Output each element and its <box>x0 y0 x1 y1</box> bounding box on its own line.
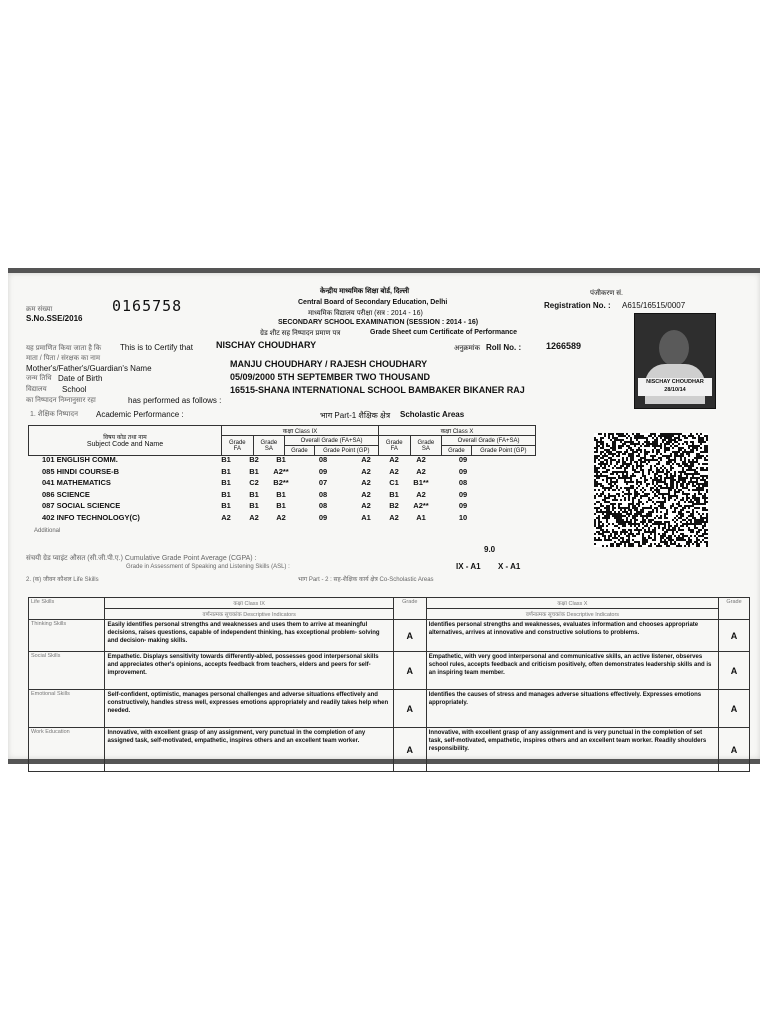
dob-label-hindi: जन्म तिथि <box>26 375 52 382</box>
subject-name: 086 SCIENCE <box>42 489 90 499</box>
serial-label: S.No.SSE/2016 <box>26 314 83 323</box>
coscholastic-row <box>29 620 750 652</box>
roll-number: 1266589 <box>546 341 582 351</box>
grade-cell-x-grade: A1 <box>416 512 426 522</box>
ix-fa-word: FA <box>233 445 241 452</box>
grade-cell-ix-gp: 07 <box>318 478 328 488</box>
ix-descriptor: Easily identifies personal strengths and weaknesses and uses them to arrive at meaningful decisions, raises questions, capable of independent thinking, has exceptional problem- solving and decision- making skills. <box>105 620 393 652</box>
board-name-hindi: केन्द्रीय माध्यमिक शिक्षा बोर्ड, दिल्ली <box>320 288 410 295</box>
grade-cell-x-grade: A2 <box>416 489 426 499</box>
subject-header: Subject Code and Name <box>86 441 164 448</box>
ix-grade: A <box>393 690 426 728</box>
skill-label: Emotional Skills <box>29 690 105 728</box>
grade-cell-ix-fa: A2 <box>221 512 231 522</box>
parent-names: MANJU CHOUDHARY / RAJESH CHOUDHARY <box>230 359 428 369</box>
ix-descriptor: Self-confident, optimistic, manages personal challenges and adverse situations effectively and constructively, handles stress well, expresses emotions appropriately and readily takes help when needed. <box>105 690 393 728</box>
school-label: School <box>62 385 87 394</box>
grade-cell-x-fa: A2 <box>361 478 371 488</box>
asl-label: Grade in Assessment of Speaking and Listening Skills (ASL) : <box>126 564 290 570</box>
coscholastic-part: भाग Part - 2 : सह-शैक्षिक कार्य क्षेत्र Co-Scholastic Areas <box>298 577 434 583</box>
grade-cell-x-sa: C1 <box>389 478 399 488</box>
x-grade-header: Grade <box>442 446 471 456</box>
grade-cell-ix-gp: 09 <box>318 512 328 522</box>
parent-label: Mother's/Father's/Guardian's Name <box>26 364 152 373</box>
grade-cell-ix-fa: B1 <box>221 466 231 476</box>
x-sa-word: SA <box>421 445 430 452</box>
photo-face <box>659 330 689 366</box>
grade-cell-x-gp: 09 <box>458 466 468 476</box>
scholastic-part: Scholastic Areas <box>400 410 465 419</box>
roll-label-hindi: अनुक्रमांक <box>454 345 480 352</box>
ix-fa-header <box>221 436 253 456</box>
board-name: Central Board of Secondary Education, Delhi <box>298 299 448 306</box>
ix-sa-grade-word: Grade <box>260 439 278 446</box>
grade-cell-x-gp: 09 <box>458 489 468 499</box>
grade-cell-ix-fa: B1 <box>221 455 231 465</box>
grade-cell-ix-gp: 08 <box>318 489 328 499</box>
grade-cell-ix-sa: B2 <box>249 455 259 465</box>
grade-cell-x-gp: 08 <box>458 478 468 488</box>
ix-gp-header: Grade Point (GP) <box>314 446 378 456</box>
ix-overall-header: Overall Grade (FA+SA) <box>285 436 379 446</box>
grade-cell-x-grade: B1** <box>413 478 429 488</box>
cos-x-desc-header: वर्णनात्मक सूचकांक Descriptive Indicators <box>426 609 718 620</box>
dob-label: Date of Birth <box>58 374 103 383</box>
grade-sheet-certificate <box>8 268 760 764</box>
ix-fa-grade-word: Grade <box>228 439 246 446</box>
security-barcode <box>594 433 708 547</box>
grade-cell-ix-gp: 08 <box>318 501 328 511</box>
certificate-title-hindi: ग्रेड शीट सह निष्पादन प्रमाण पत्र <box>260 330 341 337</box>
grade-cell-x-sa: B2 <box>389 501 399 511</box>
exam-name-hindi: माध्यमिक विद्यालय परीक्षा (सत्र : 2014 - 16) <box>308 310 423 317</box>
grade-cell-ix-sa: C2 <box>249 478 259 488</box>
grade-cell-x-fa: A2 <box>361 489 371 499</box>
certify-label: This is to Certify that <box>120 343 193 352</box>
x-gp-header: Grade Point (GP) <box>471 446 535 456</box>
scholastic-table-header <box>28 425 536 456</box>
class-ix-header: कक्षा Class IX <box>221 426 378 436</box>
x-grade: A <box>719 620 750 652</box>
ix-grade: A <box>393 652 426 690</box>
grade-cell-ix-sa: B1 <box>249 489 259 499</box>
cos-ix-desc-header: वर्णनात्मक सूचकांक Descriptive Indicators <box>105 609 393 620</box>
x-grade: A <box>719 690 750 728</box>
x-descriptor: Identifies the causes of stress and manages adverse situations effectively. Expresses emotions appropriately. <box>426 690 718 728</box>
ix-grade-header: Grade <box>285 446 314 456</box>
subject-row <box>28 489 492 501</box>
skill-label: Thinking Skills <box>29 620 105 652</box>
academic-section: Academic Performance : <box>96 410 184 419</box>
subject-row <box>28 500 492 512</box>
asl-class-ix: IX - A1 <box>456 562 481 571</box>
registration-label-hindi: पंजीकरण सं. <box>590 290 623 297</box>
exam-name: SECONDARY SCHOOL EXAMINATION (SESSION : 2014 - 16) <box>278 319 479 326</box>
grade-cell-x-grade: A2** <box>413 501 429 511</box>
skill-label: Work Education <box>29 728 105 772</box>
subject-row <box>28 512 492 524</box>
coscholastic-row <box>29 690 750 728</box>
school-name: 16515-SHANA INTERNATIONAL SCHOOL BAMBAKER BIKANER RAJ <box>230 385 525 395</box>
cgpa-value: 9.0 <box>484 545 496 554</box>
certify-label-hindi: यह प्रमाणित किया जाता है कि <box>26 345 102 352</box>
photo-caption <box>638 378 712 396</box>
x-fa-header <box>378 436 410 456</box>
registration-label: Registration No. : <box>544 301 611 310</box>
subject-name: 087 SOCIAL SCIENCE <box>42 501 121 511</box>
grade-cell-x-gp: 09 <box>458 501 468 511</box>
class-x-header: कक्षा Class X <box>378 426 535 436</box>
performed-label-hindi: का निष्पादन निम्नानुसार रहा <box>26 397 96 404</box>
asl-class-x: X - A1 <box>498 562 521 571</box>
grade-cell-x-grade: A2 <box>416 455 426 465</box>
ix-descriptor: Innovative, with excellent grasp of any assignment, very punctual in the completion of any assigned task, self-motivated, empathetic, inspires others and an excellent team worker. <box>105 728 393 772</box>
life-skills-section: 2. (क) जीवन कौशल Life Skills <box>26 577 99 583</box>
performed-label: has performed as follows : <box>128 396 222 405</box>
academic-section-hindi: 1. शैक्षिक निष्पादन <box>30 411 79 418</box>
grade-cell-x-sa: A2 <box>389 512 399 522</box>
grade-cell-ix-fa: B1 <box>221 478 231 488</box>
registration-number: A615/16515/0007 <box>622 301 686 310</box>
subject-name: 041 MATHEMATICS <box>42 478 111 488</box>
grade-cell-ix-grade: B1 <box>276 455 286 465</box>
x-descriptor: Empathetic, with very good interpersonal and communicative skills, an active listener, observes school rules, accepts feedback and criticism positively, often demonstrates leadership skills and is an inspiring team member. <box>426 652 718 690</box>
ix-grade: A <box>393 728 426 772</box>
ix-grade: A <box>393 620 426 652</box>
cgpa-label: संचयी ग्रेड प्वाइंट औसत (सी.जी.पी.ए.) Cumulative Grade Point Average (CGPA) : <box>26 555 257 562</box>
life-skills-header: Life Skills <box>29 598 105 620</box>
grade-cell-ix-sa: B1 <box>249 501 259 511</box>
photo-caption-date: 28/10/14 <box>664 387 686 393</box>
coscholastic-row <box>29 652 750 690</box>
scholastic-part-hindi: भाग Part-1 शैक्षिक क्षेत्र <box>320 411 391 420</box>
grade-cell-ix-sa: A2 <box>249 512 259 522</box>
subject-header-cell <box>29 426 222 456</box>
grade-cell-ix-grade: B2** <box>273 478 289 488</box>
subject-name: 402 INFO TECHNOLOGY(C) <box>42 512 140 522</box>
candidate-photo <box>634 313 716 409</box>
serial-number: 0165758 <box>112 297 183 315</box>
x-fa-grade-word: Grade <box>385 439 403 446</box>
grade-cell-ix-grade: A2** <box>273 466 289 476</box>
subject-header-hindi: विषय कोड तथा नाम <box>103 435 147 441</box>
grade-cell-ix-grade: A2 <box>276 512 286 522</box>
subject-rows <box>28 454 492 523</box>
ix-descriptor: Empathetic. Displays sensitivity towards differently-abled, possesses good interpersonal skills and appreciates other's opinions, accepts feedback from teachers, elders and peers for self-improvement. <box>105 652 393 690</box>
grade-cell-ix-fa: B1 <box>221 489 231 499</box>
x-descriptor: Identifies personal strengths and weaknesses, evaluates information and chooses appropriate alternatives, arrives at innovative and constructive solutions to problems. <box>426 620 718 652</box>
skill-label: Social Skills <box>29 652 105 690</box>
cos-class-x-header: कक्षा Class X <box>426 598 718 609</box>
grade-cell-x-grade: A2 <box>416 466 426 476</box>
x-sa-header <box>410 436 442 456</box>
school-label-hindi: विद्यालय <box>26 386 47 393</box>
grade-cell-x-fa: A1 <box>361 512 371 522</box>
roll-label: Roll No. : <box>486 343 522 352</box>
parent-label-hindi: माता / पिता / संरक्षक का नाम <box>26 355 101 362</box>
subject-row <box>28 466 492 478</box>
x-fa-word: FA <box>390 445 398 452</box>
grade-cell-x-fa: A2 <box>361 455 371 465</box>
cos-ix-grade-header: Grade <box>393 598 426 620</box>
coscholastic-row <box>29 728 750 772</box>
grade-cell-x-gp: 09 <box>458 455 468 465</box>
x-grade: A <box>719 652 750 690</box>
grade-cell-x-fa: A2 <box>361 466 371 476</box>
x-grade: A <box>719 728 750 772</box>
x-descriptor: Innovative, with excellent grasp of any assignment and is very punctual in the completion of set task, self-motivated, empathetic, inspires others and an excellent team worker. Readily shoulders responsibility. <box>426 728 718 772</box>
subject-row <box>28 454 492 466</box>
candidate-name: NISCHAY CHOUDHARY <box>216 340 317 350</box>
grade-cell-x-sa: B1 <box>389 489 399 499</box>
ix-sa-word: SA <box>264 445 273 452</box>
ix-sa-header <box>253 436 285 456</box>
subject-name: 085 HINDI COURSE-B <box>42 466 120 476</box>
grade-cell-x-sa: A2 <box>389 466 399 476</box>
serial-label-hindi: क्रम संख्या <box>26 306 53 313</box>
grade-cell-ix-sa: B1 <box>249 466 259 476</box>
grade-cell-x-gp: 10 <box>458 512 468 522</box>
photo-caption-name: NISCHAY CHOUDHAR <box>646 379 704 385</box>
certificate-title: Grade Sheet cum Certificate of Performance <box>370 329 518 336</box>
grade-cell-ix-gp: 08 <box>318 455 328 465</box>
grade-cell-ix-fa: B1 <box>221 501 231 511</box>
grade-cell-ix-grade: B1 <box>276 501 286 511</box>
additional-label: Additional <box>34 528 61 534</box>
grade-cell-ix-gp: 09 <box>318 466 328 476</box>
subject-row <box>28 477 492 489</box>
x-sa-grade-word: Grade <box>417 439 435 446</box>
subject-name: 101 ENGLISH COMM. <box>42 455 118 465</box>
cos-x-grade-header: Grade <box>719 598 750 620</box>
x-overall-header: Overall Grade (FA+SA) <box>442 436 536 446</box>
coscholastic-table <box>28 597 750 772</box>
cos-class-ix-header: कक्षा Class IX <box>105 598 393 609</box>
grade-cell-x-sa: A2 <box>389 455 399 465</box>
date-of-birth: 05/09/2000 5TH SEPTEMBER TWO THOUSAND <box>230 372 431 382</box>
grade-cell-ix-grade: B1 <box>276 489 286 499</box>
grade-cell-x-fa: A2 <box>361 501 371 511</box>
